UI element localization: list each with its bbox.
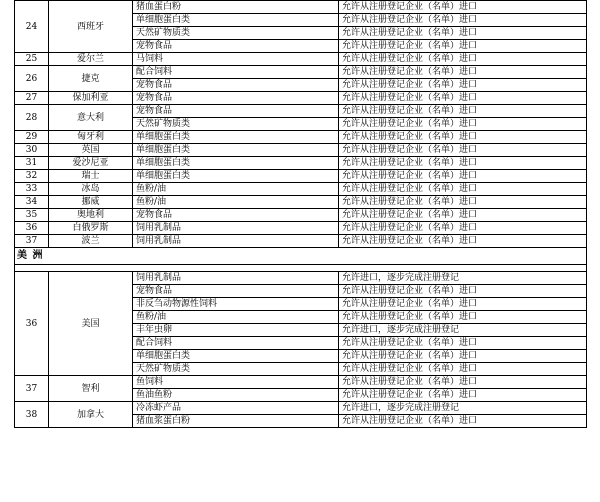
product-name: 天然矿物质类 <box>133 27 339 40</box>
product-name: 单细胞蛋白类 <box>133 157 339 170</box>
product-name: 单细胞蛋白类 <box>133 131 339 144</box>
import-policy: 允许从注册登记企业（名单）进口 <box>339 53 587 66</box>
import-policy: 允许进口，逐步完成注册登记 <box>339 324 587 337</box>
import-policy: 允许从注册登记企业（名单）进口 <box>339 337 587 350</box>
row-number: 31 <box>15 157 49 170</box>
product-name: 单细胞蛋白类 <box>133 350 339 363</box>
table-row <box>15 209 587 222</box>
country-name: 捷克 <box>49 66 133 92</box>
country-name: 白俄罗斯 <box>49 222 133 235</box>
import-policy: 允许从注册登记企业（名单）进口 <box>339 144 587 157</box>
product-name: 宠物食品 <box>133 79 339 92</box>
table-row <box>15 92 587 105</box>
product-name: 宠物食品 <box>133 92 339 105</box>
row-number: 34 <box>15 196 49 209</box>
region-header-row <box>15 248 587 265</box>
import-policy: 允许从注册登记企业（名单）进口 <box>339 376 587 389</box>
region-header: 美 洲 <box>15 248 587 265</box>
product-name: 鱼粉/油 <box>133 311 339 324</box>
import-policy: 允许从注册登记企业（名单）进口 <box>339 170 587 183</box>
import-policy: 允许从注册登记企业（名单）进口 <box>339 222 587 235</box>
product-name: 鱼粉/油 <box>133 183 339 196</box>
import-policy: 允许进口，逐步完成注册登记 <box>339 272 587 285</box>
country-name: 保加利亚 <box>49 92 133 105</box>
country-name: 英国 <box>49 144 133 157</box>
import-policy: 允许从注册登记企业（名单）进口 <box>339 92 587 105</box>
product-name: 宠物食品 <box>133 209 339 222</box>
product-name: 宠物食品 <box>133 105 339 118</box>
product-name: 单细胞蛋白类 <box>133 14 339 27</box>
table-row <box>15 183 587 196</box>
product-name: 鱼油鱼粉 <box>133 389 339 402</box>
import-policy: 允许从注册登记企业（名单）进口 <box>339 118 587 131</box>
row-number: 35 <box>15 209 49 222</box>
product-name: 饲用乳制品 <box>133 235 339 248</box>
table-row <box>15 402 587 415</box>
country-name: 挪威 <box>49 196 133 209</box>
row-number: 27 <box>15 92 49 105</box>
table-row <box>15 1 587 14</box>
country-name: 匈牙利 <box>49 131 133 144</box>
import-policy: 允许从注册登记企业（名单）进口 <box>339 79 587 92</box>
import-policy: 允许从注册登记企业（名单）进口 <box>339 14 587 27</box>
row-number: 24 <box>15 1 49 53</box>
row-number: 32 <box>15 170 49 183</box>
product-name: 马饲料 <box>133 53 339 66</box>
import-policy: 允许从注册登记企业（名单）进口 <box>339 196 587 209</box>
row-number: 36 <box>15 222 49 235</box>
product-name: 单细胞蛋白类 <box>133 170 339 183</box>
country-name: 智利 <box>49 376 133 402</box>
country-name: 爱尔兰 <box>49 53 133 66</box>
product-name: 丰年虫卵 <box>133 324 339 337</box>
row-number: 37 <box>15 376 49 402</box>
import-policy: 允许从注册登记企业（名单）进口 <box>339 285 587 298</box>
row-number: 25 <box>15 53 49 66</box>
import-policy: 允许从注册登记企业（名单）进口 <box>339 131 587 144</box>
import-policy: 允许从注册登记企业（名单）进口 <box>339 157 587 170</box>
country-name: 冰岛 <box>49 183 133 196</box>
country-name: 意大利 <box>49 105 133 131</box>
table-row <box>15 144 587 157</box>
table-row <box>15 222 587 235</box>
product-name: 冷冻虾产品 <box>133 402 339 415</box>
row-number: 28 <box>15 105 49 131</box>
product-name: 天然矿物质类 <box>133 363 339 376</box>
row-number: 37 <box>15 235 49 248</box>
import-policy: 允许从注册登记企业（名单）进口 <box>339 389 587 402</box>
country-name: 奥地利 <box>49 209 133 222</box>
import-policy: 允许从注册登记企业（名单）进口 <box>339 27 587 40</box>
product-name: 饲用乳制品 <box>133 272 339 285</box>
import-policy: 允许从注册登记企业（名单）进口 <box>339 298 587 311</box>
country-name: 加拿大 <box>49 402 133 428</box>
product-name: 猪血浆蛋白粉 <box>133 415 339 428</box>
import-policy: 允许从注册登记企业（名单）进口 <box>339 1 587 14</box>
country-name: 瑞士 <box>49 170 133 183</box>
import-policy: 允许从注册登记企业（名单）进口 <box>339 40 587 53</box>
import-list-table <box>14 0 587 428</box>
import-policy: 允许从注册登记企业（名单）进口 <box>339 311 587 324</box>
product-name: 宠物食品 <box>133 40 339 53</box>
import-policy: 允许从注册登记企业（名单）进口 <box>339 363 587 376</box>
country-name: 波兰 <box>49 235 133 248</box>
table-row <box>15 157 587 170</box>
product-name: 非反刍动物源性饲料 <box>133 298 339 311</box>
table-row <box>15 235 587 248</box>
product-name: 天然矿物质类 <box>133 118 339 131</box>
product-name: 单细胞蛋白类 <box>133 144 339 157</box>
product-name: 饲用乳制品 <box>133 222 339 235</box>
table-row <box>15 131 587 144</box>
table-row <box>15 53 587 66</box>
row-number: 38 <box>15 402 49 428</box>
import-policy: 允许从注册登记企业（名单）进口 <box>339 235 587 248</box>
spacer-row <box>15 265 587 272</box>
import-policy: 允许从注册登记企业（名单）进口 <box>339 415 587 428</box>
row-number: 33 <box>15 183 49 196</box>
product-name: 宠物食品 <box>133 285 339 298</box>
table-body <box>15 1 587 428</box>
product-name: 猪血蛋白粉 <box>133 1 339 14</box>
row-number: 36 <box>15 272 49 376</box>
table-row <box>15 272 587 285</box>
table-row <box>15 66 587 79</box>
row-number: 26 <box>15 66 49 92</box>
product-name: 鱼粉/油 <box>133 196 339 209</box>
country-name: 爱沙尼亚 <box>49 157 133 170</box>
country-name: 美国 <box>49 272 133 376</box>
spacer-cell <box>15 265 587 272</box>
import-policy: 允许从注册登记企业（名单）进口 <box>339 350 587 363</box>
product-name: 配合饲料 <box>133 66 339 79</box>
table-row <box>15 170 587 183</box>
country-name: 西班牙 <box>49 1 133 53</box>
table-row <box>15 196 587 209</box>
row-number: 30 <box>15 144 49 157</box>
product-name: 鱼饲料 <box>133 376 339 389</box>
import-policy: 允许从注册登记企业（名单）进口 <box>339 105 587 118</box>
product-name: 配合饲料 <box>133 337 339 350</box>
import-policy: 允许从注册登记企业（名单）进口 <box>339 209 587 222</box>
import-policy: 允许从注册登记企业（名单）进口 <box>339 183 587 196</box>
row-number: 29 <box>15 131 49 144</box>
table-row <box>15 105 587 118</box>
import-policy: 允许从注册登记企业（名单）进口 <box>339 66 587 79</box>
table-row <box>15 376 587 389</box>
import-policy: 允许进口，逐步完成注册登记 <box>339 402 587 415</box>
